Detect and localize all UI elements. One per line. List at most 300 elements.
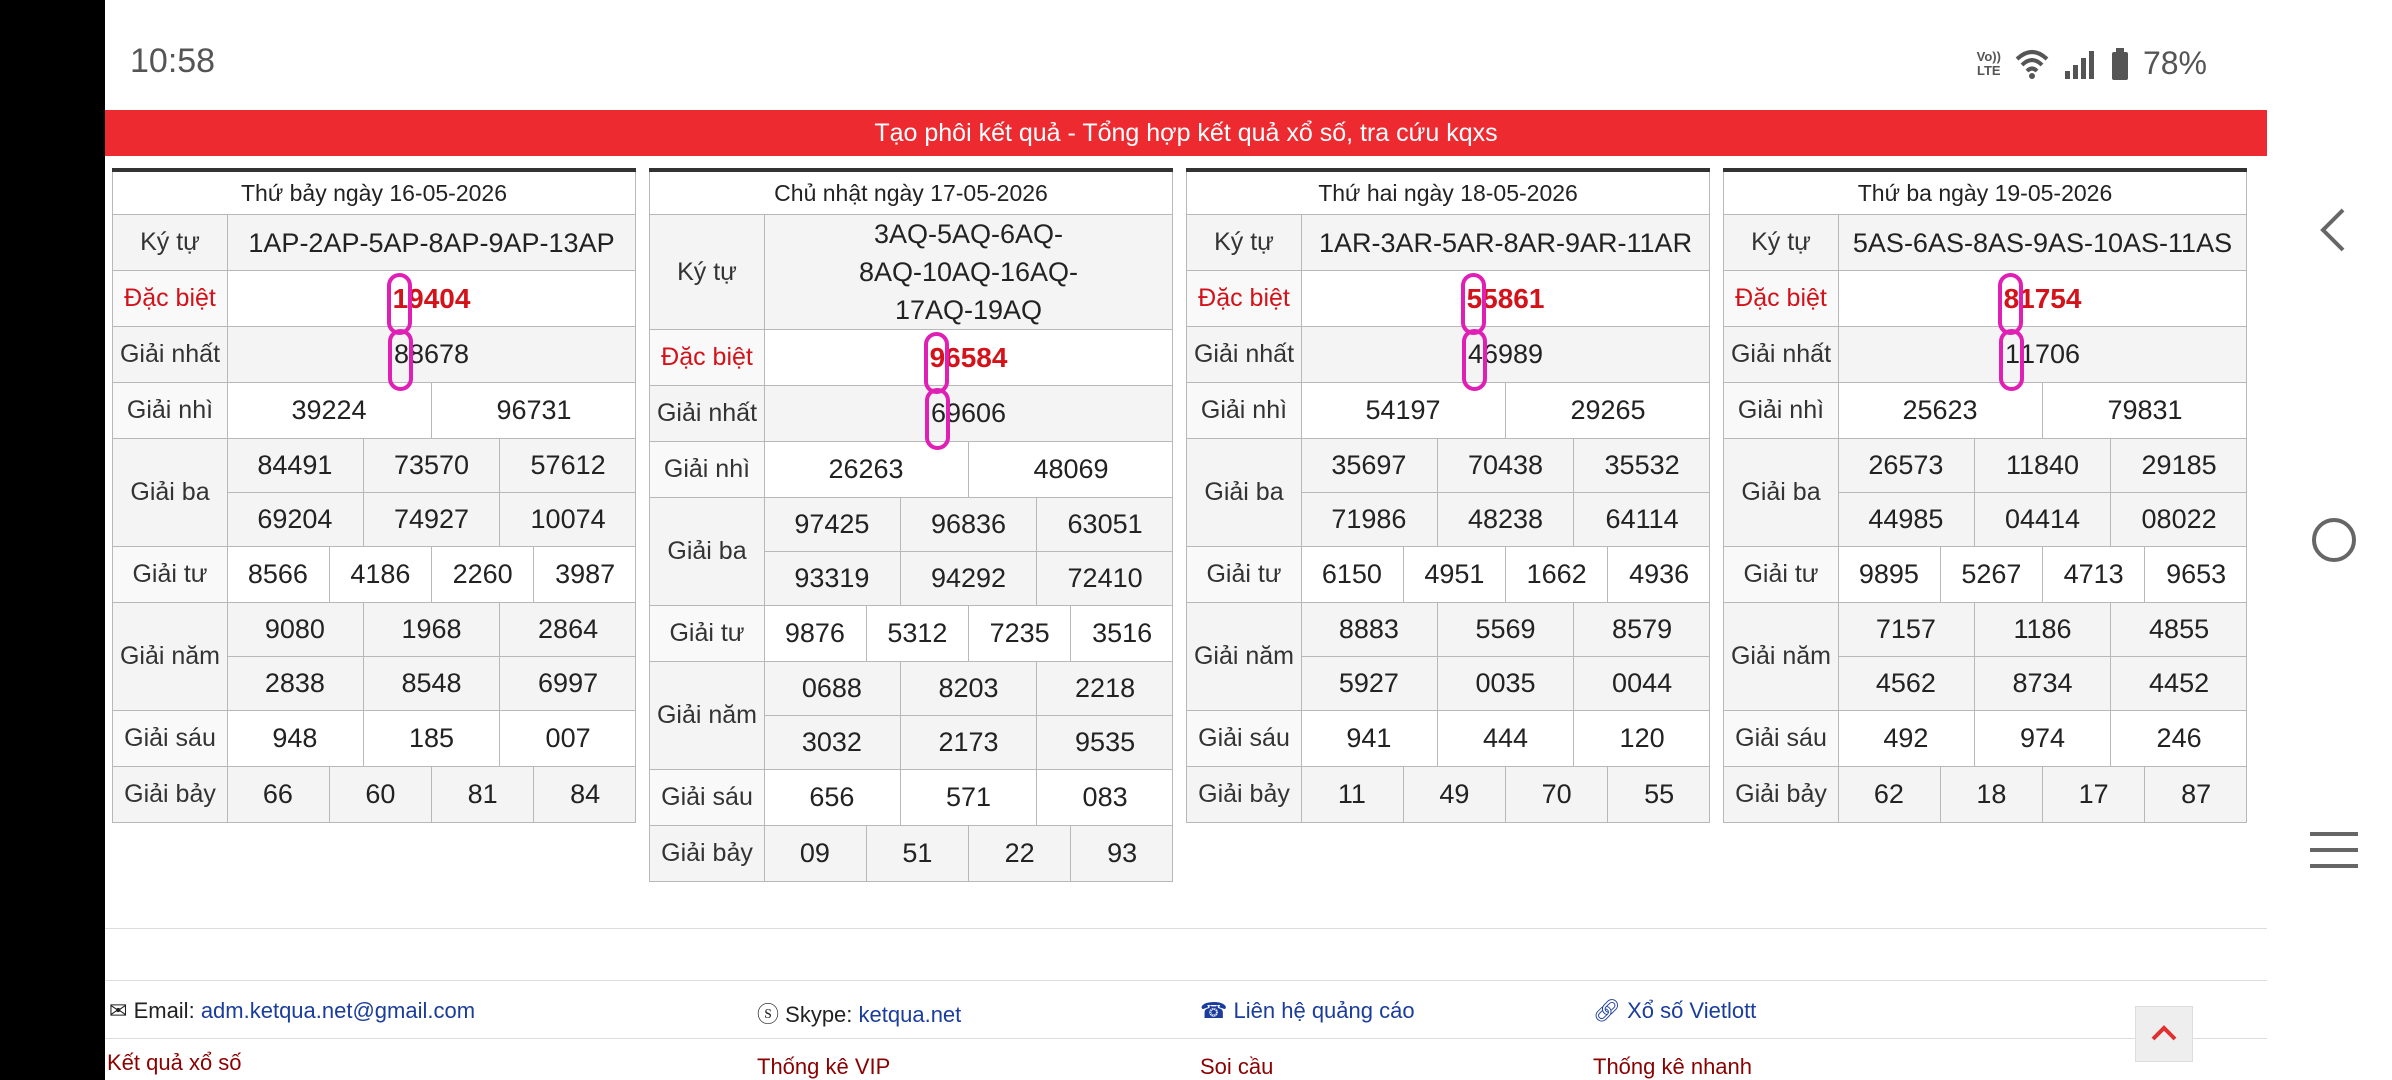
value-cell xyxy=(1839,547,2247,603)
number-grid xyxy=(1301,656,1710,711)
label-giai-bay: Giải bảy xyxy=(650,826,765,882)
phone-icon: ☎ xyxy=(1200,998,1228,1023)
table-row xyxy=(113,767,636,823)
chevron-up-icon xyxy=(2136,1007,2192,1061)
label-giai-nhat: Giải nhất xyxy=(1187,327,1302,383)
prize-number: 4562 xyxy=(1838,656,1974,711)
vietlott-link-label: Xổ số Vietlott xyxy=(1627,998,1757,1023)
prize-number: 3032 xyxy=(764,715,900,770)
prize-digits: 6989 xyxy=(1482,339,1544,369)
value-cell xyxy=(765,442,1173,498)
table-row xyxy=(1187,603,1710,657)
prize-number: 4936 xyxy=(1608,547,1710,602)
label-ky-tu: Ký tự xyxy=(113,215,228,271)
prize-number: 93319 xyxy=(764,551,900,606)
prize-number: 09 xyxy=(764,826,866,881)
prize-number: 6997 xyxy=(500,656,636,711)
result-table-3 xyxy=(1186,168,1710,823)
status-icons xyxy=(1977,45,2207,82)
number-grid xyxy=(764,826,1173,881)
prize-number: 18 xyxy=(1940,767,2042,822)
prize-number: 5569 xyxy=(1437,602,1573,657)
highlighted-digit: 8 xyxy=(2003,282,2020,314)
prize-number: 44985 xyxy=(1838,492,1974,547)
prize-number: 1968 xyxy=(363,602,499,657)
prize-number: 29265 xyxy=(1506,383,1711,438)
prize-number: 7235 xyxy=(969,606,1071,661)
number-grid xyxy=(1301,547,1710,602)
prize-number: 3987 xyxy=(534,547,636,602)
number-grid xyxy=(764,551,1173,606)
table-row xyxy=(650,386,1173,442)
table-row xyxy=(1187,327,1710,383)
prize-number: 87 xyxy=(2145,767,2247,822)
prize-digits: 8678 xyxy=(408,339,470,369)
highlighted-digit: 4 xyxy=(1467,339,1483,369)
prize-digits: 9606 xyxy=(945,398,1007,428)
number-grid xyxy=(1301,438,1710,493)
label-dac-biet: Đặc biệt xyxy=(1187,271,1302,327)
table-row xyxy=(113,547,636,603)
value-cell xyxy=(228,767,636,823)
label-giai-nhi: Giải nhì xyxy=(650,442,765,498)
number-grid xyxy=(1838,383,2247,438)
skype-icon: ⓢ xyxy=(757,1002,780,1027)
prize-number: 120 xyxy=(1574,711,1710,766)
prize-number: 25623 xyxy=(1838,383,2043,438)
scroll-top-button[interactable] xyxy=(2135,1006,2193,1062)
value-cell xyxy=(765,716,1173,770)
prize-number: 2838 xyxy=(227,656,363,711)
table-row xyxy=(650,170,1173,215)
label-giai-ba: Giải ba xyxy=(1187,439,1302,547)
battery-icon xyxy=(2111,48,2129,80)
prize-number: 444 xyxy=(1437,711,1573,766)
prize-number: 48069 xyxy=(969,442,1174,497)
prize-number: 948 xyxy=(227,711,363,766)
menu-lines-icon xyxy=(2277,820,2392,880)
prize-number: 17 xyxy=(2043,767,2145,822)
prize-number: 4713 xyxy=(2043,547,2145,602)
prize-number: 941 xyxy=(1301,711,1437,766)
number-grid xyxy=(764,770,1173,825)
prize-number: 62 xyxy=(1838,767,1940,822)
prize-number: 8883 xyxy=(1301,602,1437,657)
value-cell xyxy=(1302,657,1710,711)
status-time: 10:58 xyxy=(130,42,216,80)
label-dac-biet: Đặc biệt xyxy=(650,330,765,386)
table-row xyxy=(1724,271,2247,327)
number-grid xyxy=(1301,492,1710,547)
prize-number: 11840 xyxy=(1974,438,2110,493)
battery-percent: 78% xyxy=(2142,45,2207,81)
number-grid xyxy=(1838,492,2247,547)
back-button[interactable] xyxy=(2277,200,2392,265)
prize-number: 5267 xyxy=(1940,547,2042,602)
prize-number: 9653 xyxy=(2145,547,2247,602)
prize-number: 60 xyxy=(329,767,431,822)
prize-number: 2173 xyxy=(900,715,1036,770)
ads-link-label: Liên hệ quảng cáo xyxy=(1233,998,1415,1023)
prize-number: 51 xyxy=(866,826,968,881)
label-giai-bay: Giải bảy xyxy=(1187,767,1302,823)
value-cell xyxy=(228,439,636,493)
value-cell xyxy=(228,383,636,439)
table-row xyxy=(650,498,1173,552)
footer-vietlott[interactable] xyxy=(1593,998,1756,1024)
label-ky-tu: Ký tự xyxy=(1724,215,1839,271)
table-row xyxy=(650,770,1173,826)
prize-number: 007 xyxy=(500,711,636,766)
skype-link[interactable]: ketqua.net xyxy=(858,1002,962,1027)
value-cell xyxy=(1839,711,2247,767)
prize-number: 10074 xyxy=(500,492,636,547)
volte-icon: Vo)) LTE xyxy=(1976,48,2001,78)
label-giai-tu: Giải tư xyxy=(650,606,765,662)
number-grid xyxy=(227,767,636,822)
table-row xyxy=(113,271,636,327)
number-grid xyxy=(1301,383,1710,438)
footer-email xyxy=(109,998,475,1024)
email-link[interactable]: adm.ketqua.net@gmail.com xyxy=(200,998,476,1023)
prize-number: 97425 xyxy=(764,497,900,552)
label-giai-sau: Giải sáu xyxy=(1187,711,1302,767)
footer-link-thongke-vip[interactable]: Thống kê VIP xyxy=(757,1054,891,1079)
value-cell xyxy=(228,547,636,603)
table-row xyxy=(1724,215,2247,271)
label-giai-nam: Giải năm xyxy=(113,603,228,711)
skype-label: Skype: xyxy=(785,1002,853,1027)
ky-tu-value: 1AP-2AP-5AP-8AP-9AP-13AP xyxy=(228,215,636,271)
highlighted-digit: 8 xyxy=(393,339,409,369)
prize-number: 2218 xyxy=(1037,661,1173,716)
dac-biet-value xyxy=(228,271,636,327)
draw-date: Thứ ba ngày 19-05-2026 xyxy=(1724,170,2247,215)
prize-number: 5927 xyxy=(1301,656,1437,711)
prize-digits: 1754 xyxy=(2019,282,2082,314)
value-cell xyxy=(1302,439,1710,493)
table-row xyxy=(650,330,1173,386)
ky-tu-value: 5AS-6AS-8AS-9AS-10AS-11AS xyxy=(1839,215,2247,271)
table-row xyxy=(650,442,1173,498)
prize-number: 246 xyxy=(2111,711,2247,766)
value-cell xyxy=(1839,383,2247,439)
label-giai-ba: Giải ba xyxy=(113,439,228,547)
table-row xyxy=(1187,547,1710,603)
prize-number: 4452 xyxy=(2111,656,2247,711)
table-row xyxy=(1724,547,2247,603)
divider xyxy=(105,980,2267,981)
number-grid xyxy=(227,711,636,766)
footer-skype xyxy=(757,998,961,1029)
prize-number: 9895 xyxy=(1838,547,1940,602)
table-row xyxy=(1724,327,2247,383)
recents-button[interactable] xyxy=(2277,820,2392,885)
prize-number: 0044 xyxy=(1574,656,1710,711)
highlighted-digit: 6 xyxy=(930,398,946,428)
prize-number: 1186 xyxy=(1974,602,2110,657)
table-row xyxy=(650,662,1173,716)
prize-number: 54197 xyxy=(1301,383,1506,438)
draw-date: Thứ hai ngày 18-05-2026 xyxy=(1187,170,1710,215)
prize-number: 70 xyxy=(1506,767,1608,822)
number-grid xyxy=(1838,547,2247,602)
label-giai-nhat: Giải nhất xyxy=(1724,327,1839,383)
footer-link-ketqua[interactable]: Kết quả xổ số xyxy=(107,1050,242,1075)
prize-number: 4951 xyxy=(1403,547,1505,602)
prize-number: 39224 xyxy=(227,383,432,438)
home-circle-icon xyxy=(2277,510,2392,570)
label-giai-nam: Giải năm xyxy=(1187,603,1302,711)
draw-date: Chủ nhật ngày 17-05-2026 xyxy=(650,170,1173,215)
prize-number: 0035 xyxy=(1437,656,1573,711)
value-cell xyxy=(765,826,1173,882)
number-grid xyxy=(1301,711,1710,766)
label-ky-tu: Ký tự xyxy=(650,215,765,330)
table-row xyxy=(113,711,636,767)
label-giai-sau: Giải sáu xyxy=(1724,711,1839,767)
number-grid xyxy=(1838,767,2247,822)
prize-number: 84491 xyxy=(227,438,363,493)
table-row xyxy=(113,603,636,657)
prize-number: 71986 xyxy=(1301,492,1437,547)
footer-link-thongke-nhanh[interactable]: Thống kê nhanh xyxy=(1593,1054,1753,1079)
link-icon: 🔗︎ xyxy=(1593,998,1621,1023)
value-cell xyxy=(765,770,1173,826)
table-row xyxy=(1724,439,2247,493)
divider xyxy=(105,1038,2267,1039)
prize-number: 04414 xyxy=(1974,492,2110,547)
number-grid xyxy=(1838,711,2247,766)
value-cell xyxy=(1839,657,2247,711)
value-cell xyxy=(1302,603,1710,657)
prize-number: 73570 xyxy=(363,438,499,493)
android-nav-bar xyxy=(2277,0,2392,1080)
prize-number: 96731 xyxy=(432,383,637,438)
number-grid xyxy=(764,661,1173,716)
prize-number: 4186 xyxy=(329,547,431,602)
prize-number: 64114 xyxy=(1574,492,1710,547)
value-cell xyxy=(765,498,1173,552)
number-grid xyxy=(764,606,1173,661)
prize-number: 72410 xyxy=(1037,551,1173,606)
prize-number: 9080 xyxy=(227,602,363,657)
table-row xyxy=(1187,383,1710,439)
highlighted-digit: 1 xyxy=(392,282,409,314)
table-row xyxy=(1724,767,2247,823)
number-grid xyxy=(1301,602,1710,657)
prize-number: 49 xyxy=(1403,767,1505,822)
value-cell xyxy=(1302,493,1710,547)
prize-number: 6150 xyxy=(1301,547,1403,602)
value-cell xyxy=(765,606,1173,662)
prize-number: 9876 xyxy=(764,606,866,661)
table-row xyxy=(113,439,636,493)
label-ky-tu: Ký tự xyxy=(1187,215,1302,271)
number-grid xyxy=(227,438,636,493)
prize-number: 22 xyxy=(969,826,1071,881)
value-cell xyxy=(228,711,636,767)
number-grid xyxy=(1838,438,2247,493)
highlighted-digit: 5 xyxy=(1466,282,1483,314)
label-dac-biet: Đặc biệt xyxy=(113,271,228,327)
prize-number: 2260 xyxy=(432,547,534,602)
number-grid xyxy=(764,442,1173,497)
table-row xyxy=(1724,383,2247,439)
page-banner[interactable]: Tạo phôi kết quả - Tổng hợp kết quả xổ số, tra cứu kqxs xyxy=(105,110,2267,156)
prize-number: 29185 xyxy=(2111,438,2247,493)
number-grid xyxy=(1838,602,2247,657)
giai-nhat-value xyxy=(765,386,1173,442)
prize-number: 8566 xyxy=(227,547,329,602)
label-giai-ba: Giải ba xyxy=(650,498,765,606)
value-cell xyxy=(1839,767,2247,823)
label-giai-tu: Giải tư xyxy=(113,547,228,603)
prize-number: 9535 xyxy=(1037,715,1173,770)
label-giai-nam: Giải năm xyxy=(650,662,765,770)
home-button[interactable] xyxy=(2277,510,2392,575)
prize-number: 11 xyxy=(1301,767,1403,822)
value-cell xyxy=(765,662,1173,716)
prize-number: 94292 xyxy=(900,551,1036,606)
prize-number: 93 xyxy=(1071,826,1173,881)
label-giai-tu: Giải tư xyxy=(1187,547,1302,603)
label-giai-nhi: Giải nhì xyxy=(1724,383,1839,439)
value-cell xyxy=(228,603,636,657)
prize-number: 08022 xyxy=(2111,492,2247,547)
dac-biet-value xyxy=(1839,271,2247,327)
table-row xyxy=(1187,215,1710,271)
prize-number: 96836 xyxy=(900,497,1036,552)
prize-number: 3516 xyxy=(1071,606,1173,661)
label-giai-nhi: Giải nhì xyxy=(113,383,228,439)
draw-date: Thứ bảy ngày 16-05-2026 xyxy=(113,170,636,215)
table-row xyxy=(1724,711,2247,767)
table-row xyxy=(1187,711,1710,767)
prize-number: 79831 xyxy=(2043,383,2248,438)
table-row xyxy=(1724,170,2247,215)
prize-number: 8579 xyxy=(1574,602,1710,657)
table-row xyxy=(650,826,1173,882)
prize-number: 81 xyxy=(432,767,534,822)
prize-number: 26573 xyxy=(1838,438,1974,493)
value-cell xyxy=(228,493,636,547)
table-row xyxy=(113,215,636,271)
label-giai-ba: Giải ba xyxy=(1724,439,1839,547)
back-icon xyxy=(2277,200,2392,260)
table-row xyxy=(1187,439,1710,493)
prize-number: 55 xyxy=(1608,767,1710,822)
table-row xyxy=(650,215,1173,330)
footer-ads[interactable] xyxy=(1200,998,1415,1024)
label-giai-bay: Giải bảy xyxy=(113,767,228,823)
number-grid xyxy=(227,383,636,438)
wifi-icon xyxy=(2015,49,2049,79)
value-cell xyxy=(1302,767,1710,823)
label-giai-bay: Giải bảy xyxy=(1724,767,1839,823)
prize-number: 63051 xyxy=(1037,497,1173,552)
value-cell xyxy=(1839,603,2247,657)
prize-number: 185 xyxy=(363,711,499,766)
giai-nhat-value xyxy=(228,327,636,383)
table-row xyxy=(1724,603,2247,657)
table-row xyxy=(650,606,1173,662)
prize-digits: 5861 xyxy=(1482,282,1545,314)
divider xyxy=(105,928,2267,929)
result-table-2 xyxy=(649,168,1173,882)
number-grid xyxy=(227,602,636,657)
label-giai-nhat: Giải nhất xyxy=(113,327,228,383)
prize-number: 48238 xyxy=(1437,492,1573,547)
table-row xyxy=(113,327,636,383)
table-row xyxy=(113,170,636,215)
result-table-1 xyxy=(112,168,636,823)
prize-number: 69204 xyxy=(227,492,363,547)
prize-number: 26263 xyxy=(764,442,969,497)
value-cell xyxy=(1302,711,1710,767)
label-giai-sau: Giải sáu xyxy=(113,711,228,767)
number-grid xyxy=(227,492,636,547)
number-grid xyxy=(1838,656,2247,711)
value-cell xyxy=(1839,493,2247,547)
number-grid xyxy=(1301,767,1710,822)
prize-number: 8203 xyxy=(900,661,1036,716)
prize-number: 70438 xyxy=(1437,438,1573,493)
prize-number: 84 xyxy=(534,767,636,822)
value-cell xyxy=(1302,383,1710,439)
giai-nhat-value xyxy=(1302,327,1710,383)
prize-number: 57612 xyxy=(500,438,636,493)
prize-number: 8734 xyxy=(1974,656,2110,711)
prize-number: 35697 xyxy=(1301,438,1437,493)
prize-number: 8548 xyxy=(363,656,499,711)
label-dac-biet: Đặc biệt xyxy=(1724,271,1839,327)
email-label: Email: xyxy=(133,998,195,1023)
mail-icon: ✉ xyxy=(109,998,128,1023)
ky-tu-value: 3AQ-5AQ-6AQ-8AQ-10AQ-16AQ-17AQ-19AQ xyxy=(765,215,1173,330)
number-grid xyxy=(227,547,636,602)
prize-digits: 6584 xyxy=(945,341,1008,373)
prize-number: 2864 xyxy=(500,602,636,657)
prize-number: 5312 xyxy=(866,606,968,661)
prize-digits: 1706 xyxy=(2019,339,2081,369)
table-row xyxy=(113,383,636,439)
result-table-4 xyxy=(1723,168,2247,823)
highlighted-digit: 1 xyxy=(2004,339,2020,369)
value-cell xyxy=(1839,439,2247,493)
label-giai-nhat: Giải nhất xyxy=(650,386,765,442)
prize-number: 0688 xyxy=(764,661,900,716)
prize-number: 571 xyxy=(900,770,1036,825)
prize-number: 7157 xyxy=(1838,602,1974,657)
prize-number: 4855 xyxy=(2111,602,2247,657)
highlighted-digit: 9 xyxy=(929,341,946,373)
label-giai-tu: Giải tư xyxy=(1724,547,1839,603)
footer-link-soi-cau[interactable]: Soi cầu xyxy=(1200,1054,1274,1079)
label-giai-nhi: Giải nhì xyxy=(1187,383,1302,439)
browser-page xyxy=(105,0,2277,1080)
dac-biet-value xyxy=(765,330,1173,386)
prize-number: 66 xyxy=(227,767,329,822)
number-grid xyxy=(764,497,1173,552)
prize-number: 974 xyxy=(1974,711,2110,766)
label-giai-nam: Giải năm xyxy=(1724,603,1839,711)
prize-digits: 9404 xyxy=(408,282,471,314)
value-cell xyxy=(765,552,1173,606)
prize-number: 083 xyxy=(1037,770,1173,825)
signal-icon xyxy=(2063,49,2097,79)
ky-tu-value: 1AR-3AR-5AR-8AR-9AR-11AR xyxy=(1302,215,1710,271)
